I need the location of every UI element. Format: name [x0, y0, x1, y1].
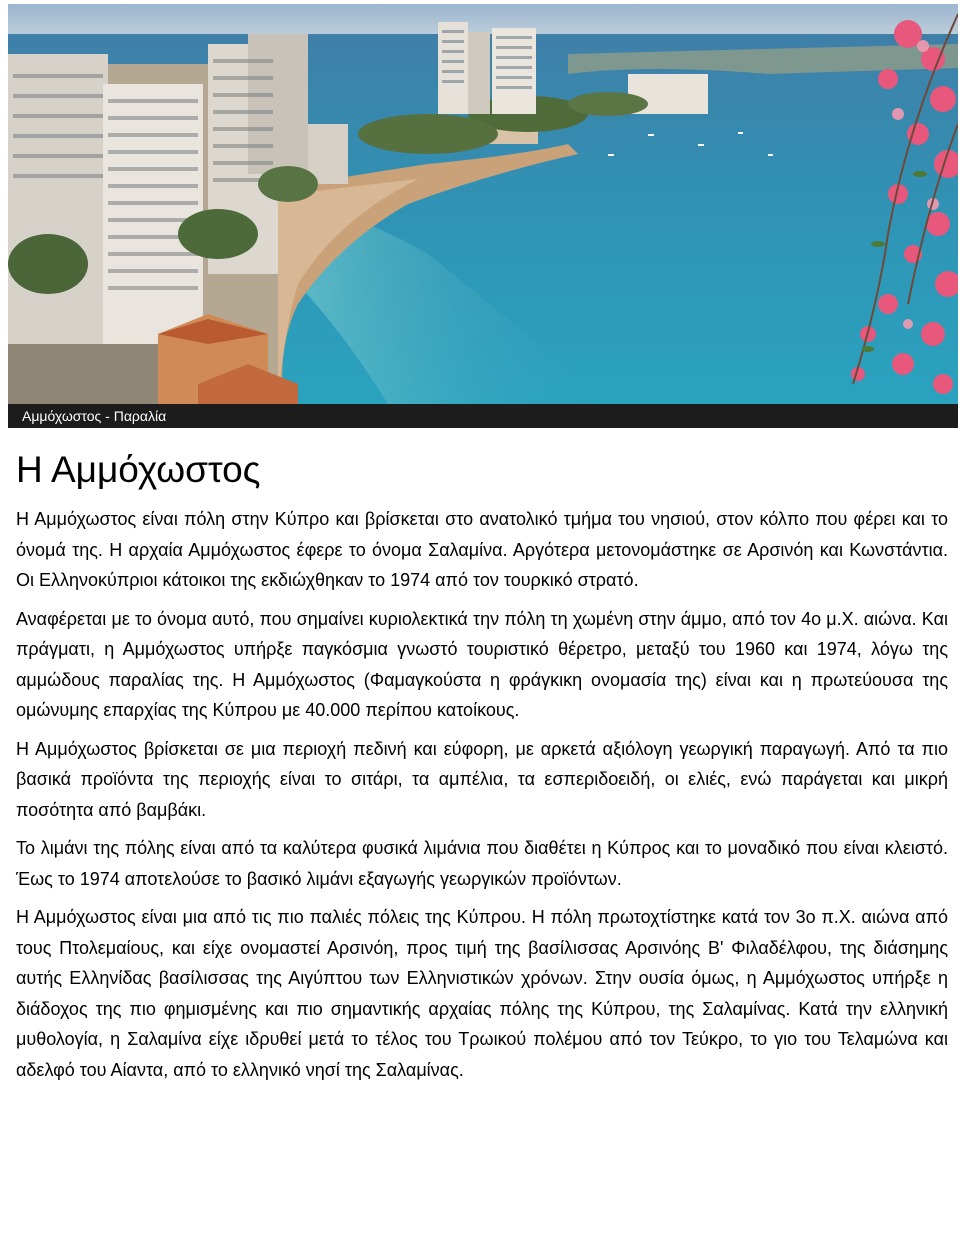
article-paragraph-3: Η Αμμόχωστος βρίσκεται σε μια περιοχή πεδινή και εύφορη, με αρκετά αξιόλογη γεωργική παραγωγή. Από τα πιο βασικά προϊόντα της περιοχής είναι το σιτάρι, τα αμπέλια, τα εσπεριδοειδή, οι ελιές, ενώ παράγεται και μικρή ποσότητα από βαμβάκι.: [16, 738, 948, 820]
article-paragraph-1: Η Αμμόχωστος είναι πόλη στην Κύπρο και βρίσκεται στο ανατολικό τμήμα του νησιού, στον κόλπο που φέρει και το όνομά της. Η αρχαία Αμμόχωστος έφερε το όνομα Σαλαμίνα. Αργότερα μετονομάστηκε σε Αρσινόη και Κωνστάντια. Οι Ελληνοκύπριοι κάτοικοι της εκδιώχθηκαν το 1974 από τον τουρκικό στρατό.: [16, 509, 948, 590]
article-paragraph-2: Αναφέρεται με το όνομα αυτό, που σημαίνει κυριολεκτικά την πόλη τη χωμένη στην άμμο, από τον 4ο μ.Χ. αιώνα. Και πράγματι, η Αμμόχωστος υπήρξε παγκόσμια γνωστό τουριστικό θέρετρο, μεταξύ του 1960 και 1974, λόγω της αμμώδους παραλίας της. Η Αμμόχωστος (Φαμαγκούστα η φράγκικη ονομασία της) είναι και η πρωτεύουσα της ομώνυμης επαρχίας της Κύπρου με 40.000 περίπου κατοίκους.: [16, 608, 948, 720]
article-paragraph-4: Το λιμάνι της πόλης είναι από τα καλύτερα φυσικά λιμάνια που διαθέτει η Κύπρος και το μοναδικό που είναι κλειστό. Έως το 1974 αποτελούσε το βασικό λιμάνι εξαγωγής γεωργικών προϊόντων.: [16, 838, 948, 889]
article-paragraph-5: Η Αμμόχωστος είναι μια από τις πιο παλιές πόλεις της Κύπρου. Η πόλη πρωτοχτίστηκε κατά τον 3ο π.Χ. αιώνα από τους Πτολεμαίους, και είχε ονομαστεί Αρσινόη, προς τιμή της βασίλισσας Αρσινόης Β' Φιλαδέλφου, της διάσημης αυτής Ελληνίδας βασίλισσας της Αιγύπτου των Ελληνιστικών χρόνων. Στην ουσία όμως, η Αμμόχωστος υπήρξε η διάδοχος της πιο φημισμένης και πιο σημαντικής αρχαίας πόλης της Κύπρου, της Σαλαμίνας. Κατά την ελληνική μυθολογία, η Σαλαμίνα είχε ιδρυθεί μετά το τέλος του Τρωικού πολέμου από τον Τεύκρο, το γιο του Τελαμώνα και αδελφό του Αίαντα, από το ελληνικό νησί της Σαλαμίνας.: [16, 907, 948, 1080]
beach-photo-illustration: [8, 4, 958, 404]
image-caption: Αμμόχωστος - Παραλία: [22, 408, 167, 424]
beach-photo: [8, 4, 958, 404]
article-title: Η Αμμόχωστος: [16, 449, 261, 490]
article: [16, 446, 948, 1093]
image-caption-bar: [8, 404, 958, 428]
